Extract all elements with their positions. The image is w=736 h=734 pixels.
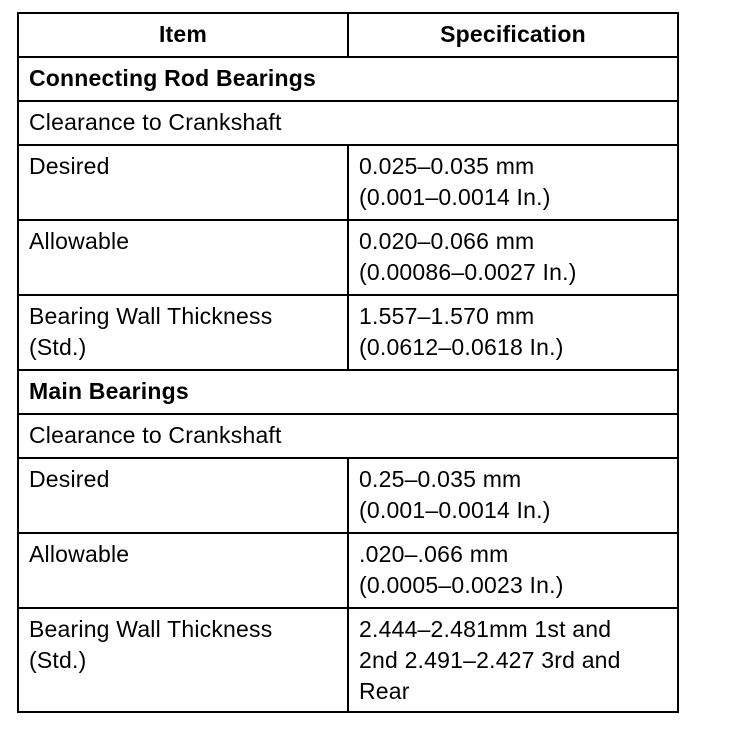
table-row bbox=[18, 608, 678, 712]
row-item: Allowable bbox=[18, 220, 348, 295]
subheading-row bbox=[18, 414, 678, 458]
section-title-row bbox=[18, 370, 678, 414]
section-title-row bbox=[18, 57, 678, 101]
row-item: Desired bbox=[18, 458, 348, 533]
header-row bbox=[18, 13, 678, 57]
table-row bbox=[18, 458, 678, 533]
item-line: Bearing Wall Thickness bbox=[29, 303, 273, 329]
row-spec bbox=[348, 533, 678, 608]
header-item: Item bbox=[18, 13, 348, 57]
spec-imperial: (0.0005–0.0023 In.) bbox=[359, 572, 564, 598]
spec-metric: 0.25–0.035 mm bbox=[359, 466, 522, 492]
row-item: Allowable bbox=[18, 533, 348, 608]
spec-imperial: (0.0612–0.0618 In.) bbox=[359, 334, 564, 360]
spec-metric: 0.025–0.035 mm bbox=[359, 153, 535, 179]
spec-metric: .020–.066 mm bbox=[359, 541, 509, 567]
row-spec bbox=[348, 220, 678, 295]
row-spec bbox=[348, 458, 678, 533]
spec-imperial: (0.001–0.0014 In.) bbox=[359, 184, 551, 210]
spec-imperial: (0.00086–0.0027 In.) bbox=[359, 259, 577, 285]
spec-line: 2.444–2.481mm 1st and bbox=[359, 616, 612, 642]
spec-line: Rear bbox=[359, 678, 410, 704]
row-item bbox=[18, 608, 348, 712]
subheading-row bbox=[18, 101, 678, 145]
row-item: Desired bbox=[18, 145, 348, 220]
item-line: (Std.) bbox=[29, 647, 87, 673]
row-spec bbox=[348, 145, 678, 220]
row-spec bbox=[348, 295, 678, 370]
table-row bbox=[18, 533, 678, 608]
item-line: (Std.) bbox=[29, 334, 87, 360]
item-line: Bearing Wall Thickness bbox=[29, 616, 273, 642]
section-subheading: Clearance to Crankshaft bbox=[18, 414, 678, 458]
section-title: Connecting Rod Bearings bbox=[18, 57, 678, 101]
row-item bbox=[18, 295, 348, 370]
table-row bbox=[18, 145, 678, 220]
spec-line: 2nd 2.491–2.427 3rd and bbox=[359, 647, 621, 673]
spec-imperial: (0.001–0.0014 In.) bbox=[359, 497, 551, 523]
section-title: Main Bearings bbox=[18, 370, 678, 414]
table-row bbox=[18, 295, 678, 370]
header-specification: Specification bbox=[348, 13, 678, 57]
bearing-spec-table bbox=[17, 12, 679, 713]
section-subheading: Clearance to Crankshaft bbox=[18, 101, 678, 145]
spec-metric: 0.020–0.066 mm bbox=[359, 228, 535, 254]
spec-metric: 1.557–1.570 mm bbox=[359, 303, 535, 329]
table-row bbox=[18, 220, 678, 295]
row-spec bbox=[348, 608, 678, 712]
